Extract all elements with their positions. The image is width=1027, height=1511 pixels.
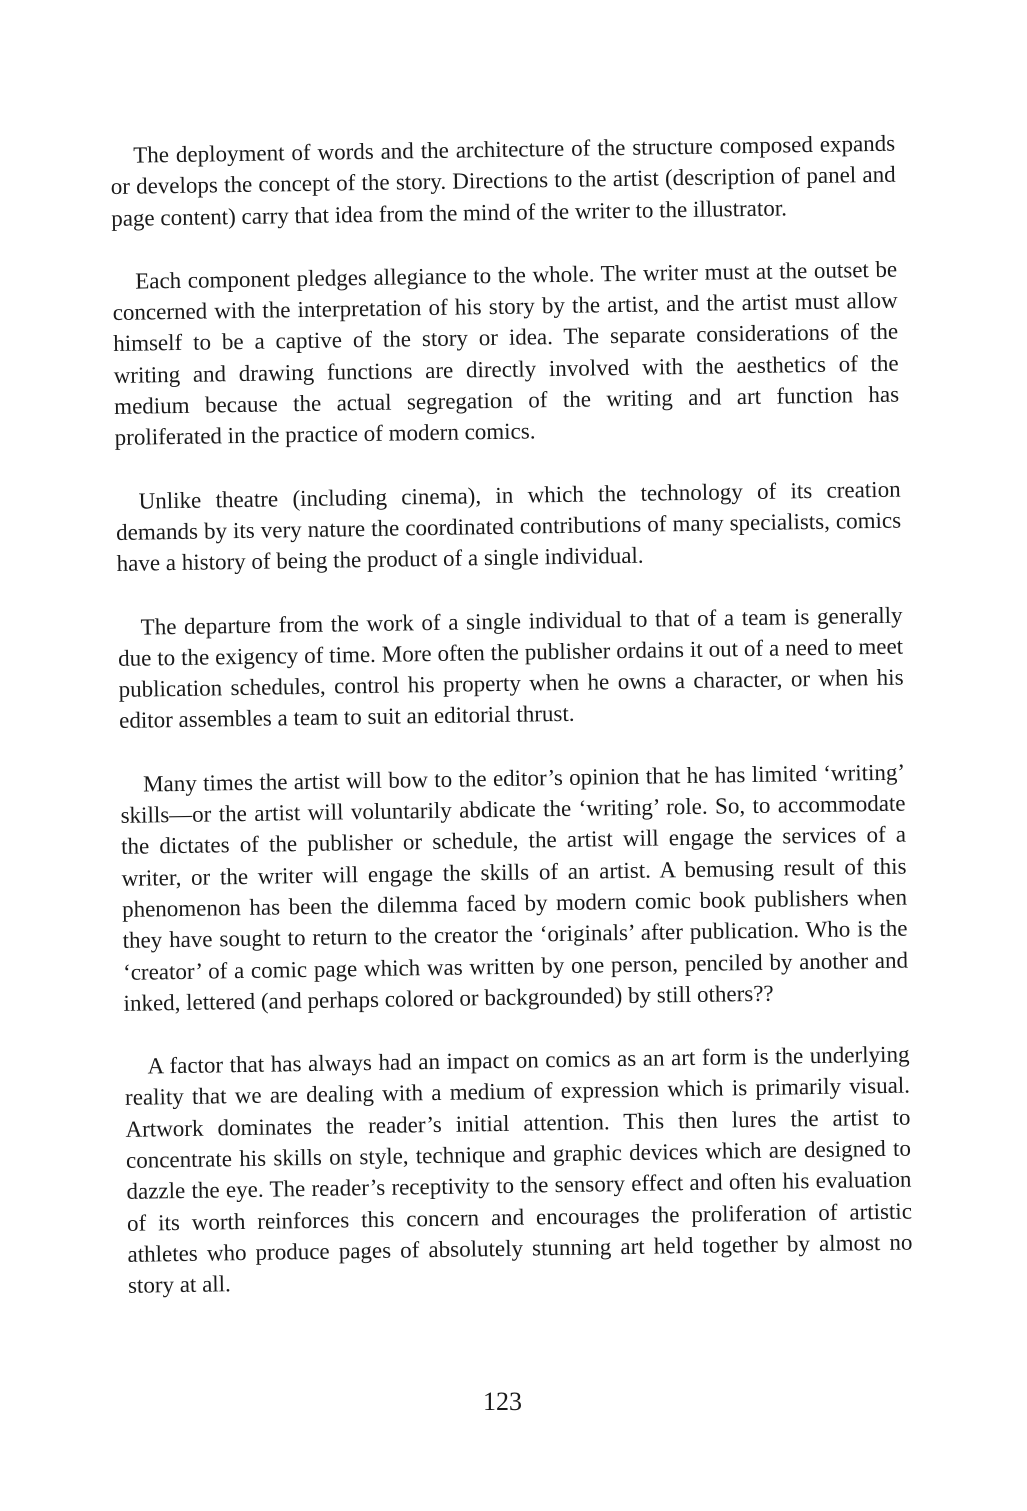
paragraph-1: The deployment of words and the architecture of the structure composed expands or develops the concept of the story. Directions to the artist (description of panel and page content) carry that idea from the mind of the writer to the illustrator. xyxy=(110,130,896,231)
body-text xyxy=(110,128,914,1334)
paragraph-2: Each component pledges allegiance to the whole. The writer must at the outset be concerned with the interpretation of his story by the artist, and the artist must allow himself to be a captive of the story or idea. The separate considerations of the writing and drawing functions are directly involved with the aesthetics of the medium because the actual segregation of the writing and art function has proliferated in the practice of modern comics. xyxy=(112,256,900,451)
paragraph-6: A factor that has always had an impact on comics as an art form is the underlying reality that we are dealing with a medium of expression which is primarily visual. Artwork dominates the reader’s initial attention. This then lures the artist to concentrate his skills on style, technique and graphic devices which are designed to dazzle the eye. The reader’s receptivity to the sensory effect and often his evaluation of its worth reinforces this concern and encourages the proliferation of artistic athletes who produce pages of absolutely stunning art held together by almost no story at all. xyxy=(124,1041,913,1299)
paragraph-5: Many times the artist will bow to the editor’s opinion that he has limited ‘writing’ skills—or the artist will voluntarily abdicate the ‘writing’ role. So, to accommodate the dictates of the publisher or schedule, the artist will engage the services of a writer, or the writer will engage the skills of an artist. A bemusing result of this phenomenon has been the dilemma faced by modern comic book publishers when they have sought to return to the creator the ‘originals’ after publication. Who is the ‘creator’ of a comic page which was written by one person, penciled by another and inked, lettered (and perhaps colored or backgrounded) by still others?? xyxy=(120,759,909,1016)
paragraph-4: The departure from the work of a single individual to that of a team is generally due to the exigency of time. More often the publisher ordains it out of a need to meet publication schedules, control his property when he owns a character, or when his editor assembles a team to suit an editorial thrust. xyxy=(117,602,904,734)
page-number: 123 xyxy=(483,1387,522,1416)
paragraph-3: Unlike theatre (including cinema), in which the technology of its creation demands by its very nature the coordinated contributions of many specialists, comics have a history of being the product of a single individual. xyxy=(115,476,902,577)
